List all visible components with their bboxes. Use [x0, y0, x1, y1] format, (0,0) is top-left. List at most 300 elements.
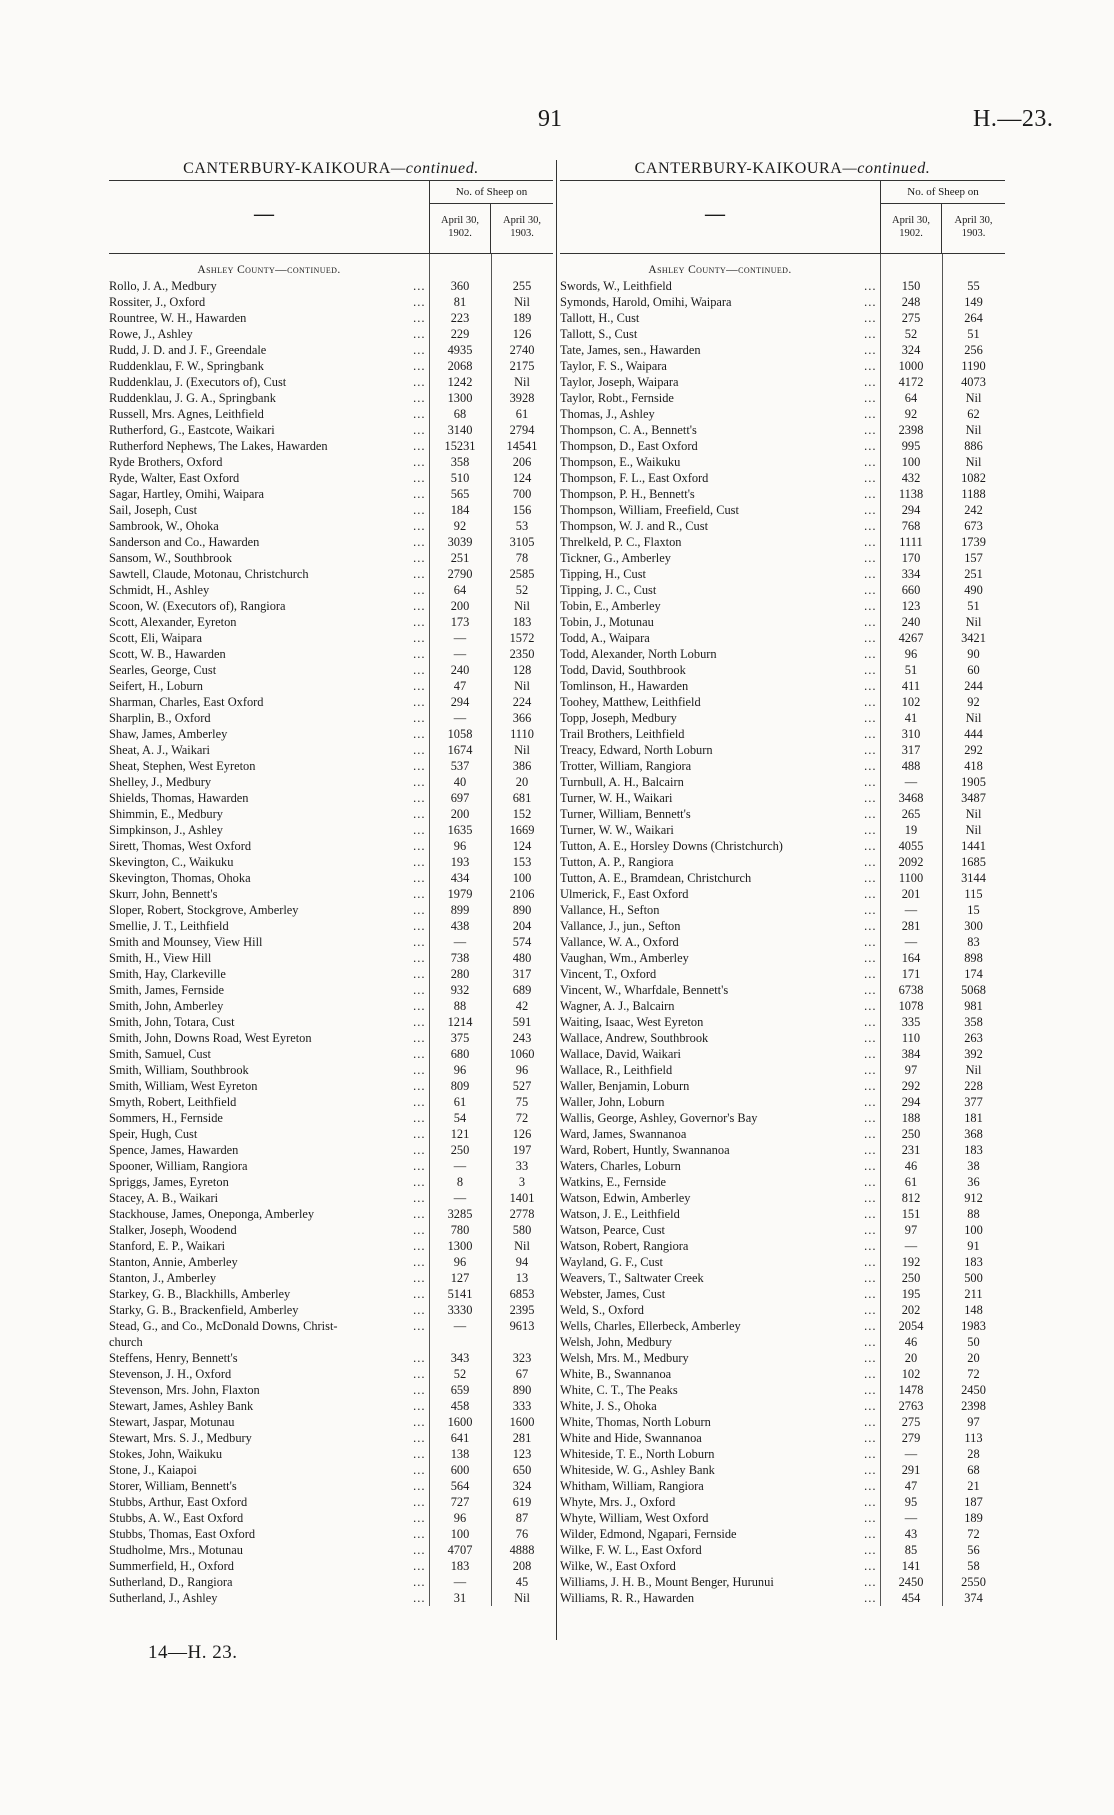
table-row: [109, 1222, 553, 1238]
owner-name: Whiteside, T. E., North Loburn …: [560, 1446, 880, 1462]
owner-name: Waller, John, Loburn …: [560, 1094, 880, 1110]
sheep-1902: [429, 1334, 491, 1350]
sheep-1903: 700: [512, 487, 532, 501]
table-row: [560, 310, 1005, 326]
sheep-1903: 83: [967, 935, 980, 949]
sheep-1903: Nil: [965, 807, 982, 821]
sheep-1902: 1600: [447, 1415, 473, 1429]
sheep-1903: 591: [512, 1015, 532, 1029]
table-row: [109, 374, 553, 390]
owner-name: Wells, Charles, Ellerbeck, Amberley …: [560, 1318, 880, 1334]
table-row: [109, 582, 553, 598]
table-row: [109, 1030, 553, 1046]
sheep-1903: 13: [515, 1271, 529, 1285]
owner-name: White, B., Swannanoa …: [560, 1366, 880, 1382]
owner-name: Tipping, H., Cust …: [560, 566, 880, 582]
owner-name: Ward, Robert, Huntly, Swannanoa …: [560, 1142, 880, 1158]
owner-name: Wallace, Andrew, Southbrook …: [560, 1030, 880, 1046]
sheep-1902: 61: [453, 1095, 467, 1109]
sheep-1903: Nil: [514, 1239, 530, 1253]
owner-name: Ryde, Walter, East Oxford …: [109, 470, 429, 486]
sheep-1902: 97: [904, 1063, 918, 1077]
table-row: [560, 470, 1005, 486]
table-row: [560, 1046, 1005, 1062]
owner-name: Rollo, J. A., Medbury …: [109, 278, 429, 294]
sheep-1902: 1300: [447, 1239, 473, 1253]
sheep-1903: 2550: [961, 1575, 986, 1589]
table-row: [109, 918, 553, 934]
table-row: [109, 742, 553, 758]
sheep-1902: 375: [450, 1031, 470, 1045]
table-row: [109, 1350, 553, 1366]
owner-name: Williams, J. H. B., Mount Benger, Hurunui …: [560, 1574, 880, 1590]
sheep-1903: Nil: [514, 743, 530, 757]
sheep-1902: —: [904, 935, 918, 949]
sheep-1902: 100: [450, 1527, 470, 1541]
sheep-1903: 4073: [961, 375, 986, 389]
sheep-1902: 173: [450, 615, 470, 629]
table-row: [560, 1334, 1005, 1350]
owner-name: White, Thomas, North Loburn …: [560, 1414, 880, 1430]
table-row: [109, 790, 553, 806]
sheep-1902: 43: [904, 1527, 918, 1541]
owner-name: Turner, W. H., Waikari …: [560, 790, 880, 806]
sheep-1903: 255: [512, 279, 532, 293]
sheep-1903: 444: [964, 727, 983, 741]
table-row: [560, 1414, 1005, 1430]
left-rule-2: [491, 254, 492, 1606]
sheep-1903: 333: [512, 1399, 532, 1413]
sheep-1902: 310: [901, 727, 921, 741]
owner-name: Vincent, T., Oxford …: [560, 966, 880, 982]
owner-name: Sirett, Thomas, West Oxford …: [109, 838, 429, 854]
sheep-1902: 95: [904, 1495, 918, 1509]
sheep-1902: 64: [453, 583, 467, 597]
table-row: [560, 1366, 1005, 1382]
sheep-1903: 619: [512, 1495, 532, 1509]
sheep-1902: 1111: [899, 535, 923, 549]
left-row-list: [109, 278, 553, 1606]
sheep-1902: 121: [450, 1127, 470, 1141]
owner-name: Scott, Alexander, Eyreton …: [109, 614, 429, 630]
owner-name: Searles, George, Cust …: [109, 662, 429, 678]
sheep-1903: 183: [964, 1255, 983, 1269]
table-row: [560, 502, 1005, 518]
table-row: [109, 1126, 553, 1142]
table-row: [560, 534, 1005, 550]
sheep-1903: 2175: [509, 359, 535, 373]
sheep-1902: 641: [450, 1431, 470, 1445]
sheep-1903: 4888: [509, 1543, 535, 1557]
table-row: [109, 982, 553, 998]
sheep-1903: 3144: [961, 871, 986, 885]
sheep-1902: 251: [450, 551, 470, 565]
sheep-1903: 1600: [509, 1415, 535, 1429]
owner-name: Todd, Alexander, North Loburn …: [560, 646, 880, 662]
sheep-1903: Nil: [514, 599, 530, 613]
sheep-1902: 1000: [898, 359, 924, 373]
sheep-1903: 256: [964, 343, 983, 357]
owner-name: Rutherford, G., Eastcote, Waikari …: [109, 422, 429, 438]
owner-name: Welsh, Mrs. M., Medbury …: [560, 1350, 880, 1366]
table-row: [560, 342, 1005, 358]
sheep-1902: 96: [453, 839, 467, 853]
sheep-1902: 52: [453, 1367, 467, 1381]
sheep-1903: 368: [964, 1127, 983, 1141]
table-row: [560, 326, 1005, 342]
sheep-1902: —: [453, 1191, 467, 1205]
table-row: [109, 1446, 553, 1462]
owner-name: Speir, Hugh, Cust …: [109, 1126, 429, 1142]
owner-name: Stevenson, J. H., Oxford …: [109, 1366, 429, 1382]
sheep-1903: 206: [512, 455, 532, 469]
owner-name: Stubbs, A. W., East Oxford …: [109, 1510, 429, 1526]
owner-name: White, J. S., Ohoka …: [560, 1398, 880, 1414]
sheep-1902: 229: [450, 327, 470, 341]
sheep-1902: 727: [450, 1495, 470, 1509]
sheep-1903: 211: [964, 1287, 983, 1301]
sheep-1902: 193: [450, 855, 470, 869]
sheep-1903: 197: [512, 1143, 532, 1157]
sheep-1902: 294: [450, 695, 470, 709]
sheep-1902: 85: [904, 1543, 918, 1557]
sheep-1903: Nil: [965, 391, 982, 405]
sheep-1902: 47: [904, 1479, 918, 1493]
sheep-1902: 3039: [447, 535, 473, 549]
sheep-1903: 5068: [961, 983, 986, 997]
owner-name: Spooner, William, Rangiora …: [109, 1158, 429, 1174]
table-row: [560, 758, 1005, 774]
sheep-1902: 240: [450, 663, 470, 677]
sheep-1902: 291: [901, 1463, 921, 1477]
table-row: [560, 902, 1005, 918]
owner-name: Ruddenklau, F. W., Springbank …: [109, 358, 429, 374]
sheep-1903: 124: [512, 839, 532, 853]
sheep-1902: 123: [901, 599, 921, 613]
sheep-1903: 527: [512, 1079, 532, 1093]
sheep-1902: 51: [904, 663, 918, 677]
sheep-1903: 92: [967, 695, 980, 709]
owner-name: Ruddenklau, J. (Executors of), Cust …: [109, 374, 429, 390]
sheep-1902: 40: [453, 775, 467, 789]
owner-name: Wallace, David, Waikari …: [560, 1046, 880, 1062]
table-row: [560, 1430, 1005, 1446]
owner-name: Vallance, J., jun., Sefton …: [560, 918, 880, 934]
table-row: [109, 1478, 553, 1494]
owner-name: Smith, John, Totara, Cust …: [109, 1014, 429, 1030]
sheep-1902: —: [453, 1159, 467, 1173]
sheep-1902: 697: [450, 791, 470, 805]
sheep-1903: 124: [512, 471, 532, 485]
sheep-1903: Nil: [514, 1591, 530, 1605]
table-row: [109, 902, 553, 918]
owner-name: Wilder, Edmond, Ngapari, Fernside …: [560, 1526, 880, 1542]
table-row: [560, 1142, 1005, 1158]
sheep-1903: Nil: [965, 615, 982, 629]
sheep-1902: 250: [901, 1127, 921, 1141]
sheep-1903: 97: [967, 1415, 980, 1429]
sheep-1902: 275: [901, 1415, 921, 1429]
sheep-1902: 1214: [447, 1015, 473, 1029]
table-row: [560, 1110, 1005, 1126]
table-row: [109, 406, 553, 422]
sheep-1903: 42: [515, 999, 529, 1013]
sheep-1903: 189: [512, 311, 532, 325]
table-row: [560, 1030, 1005, 1046]
owner-name: Watson, J. E., Leithfield …: [560, 1206, 880, 1222]
table-row: [560, 1014, 1005, 1030]
table-row: [109, 1398, 553, 1414]
right-rule-2: [942, 254, 943, 1606]
owner-name: Tutton, A. E., Bramdean, Christchurch …: [560, 870, 880, 886]
sheep-1903: 681: [512, 791, 532, 805]
table-row: [109, 1366, 553, 1382]
owner-name: Wallace, R., Leithfield …: [560, 1062, 880, 1078]
table-row: [109, 1062, 553, 1078]
table-row: [109, 358, 553, 374]
sheep-1903: [491, 1334, 553, 1350]
table-row: [560, 1286, 1005, 1302]
sheep-1902: 200: [450, 807, 470, 821]
sheep-1903: 21: [967, 1479, 980, 1493]
owner-name: Sharplin, B., Oxford …: [109, 710, 429, 726]
sheep-1902: 47: [453, 679, 467, 693]
sheep-1902: —: [453, 1575, 467, 1589]
sheep-1903: 898: [964, 951, 983, 965]
owner-name: Swords, W., Leithfield …: [560, 278, 880, 294]
sheep-1902: —: [453, 631, 467, 645]
sheep-1903: 480: [512, 951, 532, 965]
sheep-1902: 812: [901, 1191, 921, 1205]
owner-name: Skevington, Thomas, Ohoka …: [109, 870, 429, 886]
sheep-1902: 5141: [447, 1287, 473, 1301]
table-row: [109, 1382, 553, 1398]
sheep-1903: 366: [512, 711, 532, 725]
table-row: [560, 1350, 1005, 1366]
table-row: [560, 646, 1005, 662]
sheep-1902: 46: [904, 1159, 918, 1173]
owner-name: Tobin, J., Motunau …: [560, 614, 880, 630]
sheep-1903: 204: [512, 919, 532, 933]
table-row: [560, 630, 1005, 646]
sheep-1903: 317: [512, 967, 532, 981]
sheep-1903: 392: [964, 1047, 983, 1061]
sheep-1902: —: [904, 1447, 918, 1461]
sheep-1903: 418: [964, 759, 983, 773]
table-row: [109, 1110, 553, 1126]
sheep-1903: 20: [967, 1351, 980, 1365]
owner-name: Rudd, J. D. and J. F., Greendale …: [109, 342, 429, 358]
left-group-header: No. of Sheep on: [429, 181, 553, 204]
owner-name: Rossiter, J., Oxford …: [109, 294, 429, 310]
owner-name: Taylor, Robt., Fernside …: [560, 390, 880, 406]
sheep-1902: 100: [901, 455, 921, 469]
sheep-1903: 2450: [961, 1383, 986, 1397]
owner-name: Stubbs, Arthur, East Oxford …: [109, 1494, 429, 1510]
sheep-1903: 208: [512, 1559, 532, 1573]
sheep-1902: 1478: [898, 1383, 924, 1397]
owner-name: Stewart, James, Ashley Bank …: [109, 1398, 429, 1414]
table-row: [560, 1126, 1005, 1142]
sheep-1902: 1300: [447, 391, 473, 405]
table-row: [109, 550, 553, 566]
table-row: [109, 342, 553, 358]
sheep-1902: 138: [450, 1447, 470, 1461]
left-section-heading: [109, 254, 429, 278]
table-row: [109, 1510, 553, 1526]
sheep-1903: 292: [964, 743, 983, 757]
owner-name: Turner, W. W., Waikari …: [560, 822, 880, 838]
sheep-1903: 886: [964, 439, 983, 453]
sheep-1902: 458: [450, 1399, 470, 1413]
table-row: [109, 614, 553, 630]
table-row: [560, 1094, 1005, 1110]
sheep-1903: 36: [967, 1175, 980, 1189]
table-row: [109, 806, 553, 822]
sheep-1903: 1188: [961, 487, 986, 501]
sheep-1903: 88: [967, 1207, 980, 1221]
left-name-header: —: [254, 203, 274, 225]
table-row: [560, 1174, 1005, 1190]
sheep-1903: 1060: [509, 1047, 535, 1061]
owner-name: Todd, A., Waipara …: [560, 630, 880, 646]
table-row: [560, 1158, 1005, 1174]
footer-signature: 14—H. 23.: [148, 1642, 238, 1663]
sheep-1903: 3105: [509, 535, 535, 549]
table-row: [560, 278, 1005, 294]
owner-name: Sutherland, J., Ashley …: [109, 1590, 429, 1606]
table-row: [109, 630, 553, 646]
owner-name: Tallott, H., Cust …: [560, 310, 880, 326]
owner-name: Smith, Samuel, Cust …: [109, 1046, 429, 1062]
sheep-1903: 100: [512, 871, 532, 885]
right-section-text: Ashley County—continued.: [648, 264, 792, 276]
sheep-1902: 201: [901, 887, 921, 901]
table-row: [560, 662, 1005, 678]
table-row: [560, 806, 1005, 822]
sheep-1902: 2790: [447, 567, 473, 581]
sheep-1902: —: [453, 711, 467, 725]
sheep-1902: 2763: [898, 1399, 924, 1413]
owner-name: Simpkinson, J., Ashley …: [109, 822, 429, 838]
sheep-1902: 2450: [898, 1575, 924, 1589]
sheep-1903: 94: [515, 1255, 529, 1269]
table-row: [560, 358, 1005, 374]
owner-name: Smellie, J. T., Leithfield …: [109, 918, 429, 934]
owner-name: Smyth, Robert, Leithfield …: [109, 1094, 429, 1110]
sheep-1903: 2106: [509, 887, 535, 901]
sheep-1903: Nil: [965, 1063, 982, 1077]
sheep-1903: 2794: [509, 423, 535, 437]
table-row: [109, 774, 553, 790]
table-row: [109, 1590, 553, 1606]
table-row: [560, 934, 1005, 950]
table-row: [560, 1446, 1005, 1462]
owner-name: Rutherford Nephews, The Lakes, Hawarden …: [109, 438, 429, 454]
owner-name: Stalker, Joseph, Woodend …: [109, 1222, 429, 1238]
owner-name: Tallott, S., Cust …: [560, 326, 880, 342]
sheep-1902: 2054: [898, 1319, 924, 1333]
sheep-1903: 251: [964, 567, 983, 581]
right-rule-1: [880, 254, 881, 1606]
table-row: [560, 1222, 1005, 1238]
owner-name: Rowe, J., Ashley …: [109, 326, 429, 342]
owner-name: Thompson, P. H., Bennett's …: [560, 486, 880, 502]
table-row: [560, 598, 1005, 614]
table-row: [109, 1302, 553, 1318]
table-row: [109, 1254, 553, 1270]
sheep-1903: 33: [515, 1159, 529, 1173]
owner-name: Thompson, E., Waikuku …: [560, 454, 880, 470]
owner-name: Storer, William, Bennett's …: [109, 1478, 429, 1494]
table-row: [560, 678, 1005, 694]
sheep-1902: 1100: [898, 871, 924, 885]
owner-name: Smith and Mounsey, View Hill …: [109, 934, 429, 950]
sheep-1903: 75: [515, 1095, 529, 1109]
sheep-1902: 102: [901, 695, 921, 709]
owner-name: Waller, Benjamin, Loburn …: [560, 1078, 880, 1094]
right-section-heading: [560, 254, 880, 278]
owner-name: Shields, Thomas, Hawarden …: [109, 790, 429, 806]
sheep-1903: 2740: [509, 343, 535, 357]
owner-name: Seifert, H., Loburn …: [109, 678, 429, 694]
owner-name: Thomas, J., Ashley …: [560, 406, 880, 422]
sheep-1903: 281: [512, 1431, 532, 1445]
sheep-1903: 244: [964, 679, 983, 693]
sheep-1902: 248: [901, 295, 921, 309]
right-col2-header: April 30, 1903.: [954, 215, 993, 239]
owner-name: Stone, J., Kaiapoi …: [109, 1462, 429, 1478]
table-row: [560, 1494, 1005, 1510]
owner-name: church: [109, 1335, 143, 1349]
sheep-1902: 31: [453, 1591, 467, 1605]
table-row: [109, 1462, 553, 1478]
left-rule-1: [429, 254, 430, 1606]
table-row: [560, 1190, 1005, 1206]
sheep-1903: 2585: [509, 567, 535, 581]
table-row: [560, 742, 1005, 758]
sheep-1902: 164: [901, 951, 921, 965]
sheep-1903: 1572: [509, 631, 535, 645]
sheep-1903: 153: [512, 855, 532, 869]
sheep-1902: 454: [901, 1591, 921, 1605]
right-group-header: No. of Sheep on: [880, 181, 1005, 204]
owner-name: Steffens, Henry, Bennett's …: [109, 1350, 429, 1366]
sheep-1903: Nil: [514, 679, 530, 693]
sheep-1903: 263: [964, 1031, 983, 1045]
table-row: [109, 390, 553, 406]
sheep-1902: 738: [450, 951, 470, 965]
sheep-1903: 128: [512, 663, 532, 677]
sheep-1902: 3468: [898, 791, 924, 805]
sheep-1902: 488: [901, 759, 921, 773]
sheep-1902: 294: [901, 1095, 921, 1109]
sheep-1902: 600: [450, 1463, 470, 1477]
sheep-1902: 141: [901, 1559, 921, 1573]
table-row: [109, 758, 553, 774]
sheep-1902: 231: [901, 1143, 921, 1157]
owner-name: Wallis, George, Ashley, Governor's Bay …: [560, 1110, 880, 1126]
sheep-1903: 1401: [509, 1191, 535, 1205]
right-column: [560, 158, 1005, 1606]
sheep-1903: 323: [512, 1351, 532, 1365]
sheep-1902: 660: [901, 583, 921, 597]
sheep-1902: 110: [901, 1031, 921, 1045]
table-row: [560, 614, 1005, 630]
owner-name: Whyte, Mrs. J., Oxford …: [560, 1494, 880, 1510]
table-row: [560, 966, 1005, 982]
table-row: [109, 998, 553, 1014]
